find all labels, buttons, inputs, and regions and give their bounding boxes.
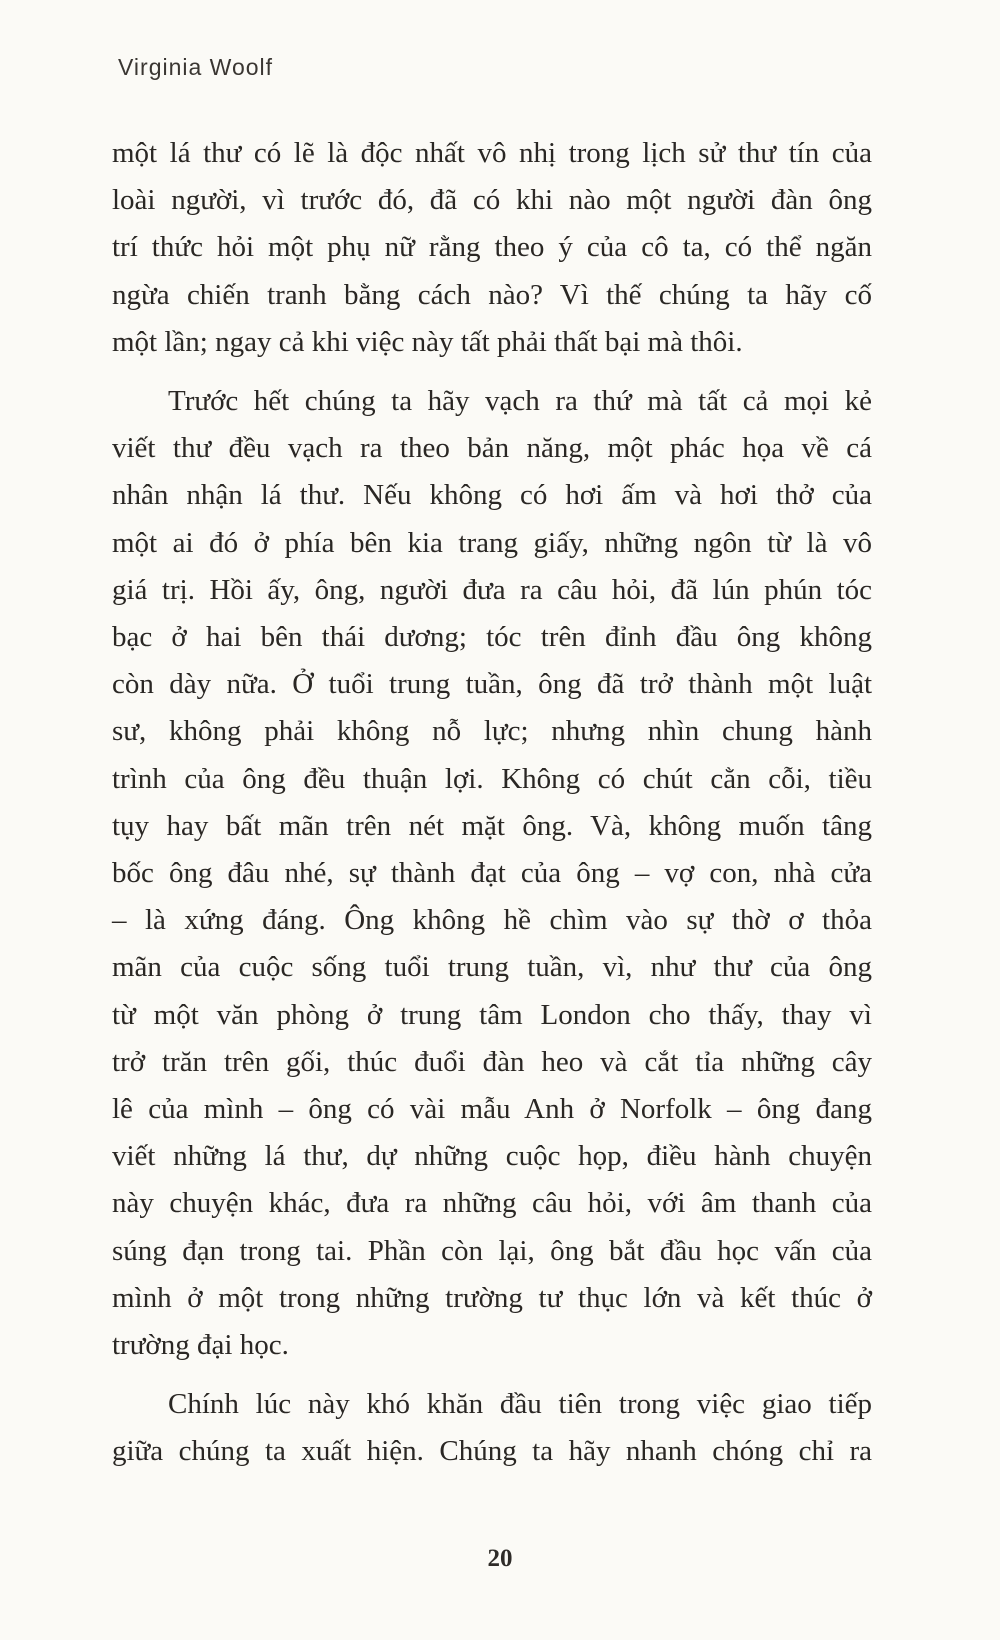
text-line: trình của ông đều thuận lợi. Không có chút cằn cỗi, tiều [112,762,872,795]
text-line: bốc ông đâu nhé, sự thành đạt của ông – vợ con, nhà cửa [112,857,872,890]
text-line: viết những lá thư, dự những cuộc họp, điều hành chuyện [112,1140,872,1173]
running-header: Virginia Woolf [118,54,274,80]
text-line: Trước hết chúng ta hãy vạch ra thứ mà tất cả mọi kẻ [168,385,872,418]
text-line: súng đạn trong tai. Phần còn lại, ông bắt đầu học vấn của [112,1234,872,1267]
text-line: trở trăn trên gối, thúc đuổi đàn heo và cắt tỉa những cây [112,1045,872,1078]
text-line: nhân nhận lá thư. Nếu không có hơi ấm và hơi thở của [112,479,872,512]
paragraph [112,1381,872,1475]
text-line: tụy hay bất mãn trên nét mặt ông. Và, không muốn tâng [112,809,872,842]
page-number: 20 [487,1545,513,1572]
text-line: Chính lúc này khó khăn đầu tiên trong việc giao tiếp [168,1388,872,1421]
text-line: bạc ở hai bên thái dương; tóc trên đỉnh đầu ông không [112,621,872,654]
text-line: lê của mình – ông có vài mẫu Anh ở Norfolk – ông đang [112,1093,872,1126]
paragraph [112,378,872,1369]
text-line: ngừa chiến tranh bằng cách nào? Vì thế chúng ta hãy cố [112,278,872,311]
text-line: còn dày nữa. Ở tuổi trung tuần, ông đã trở thành một luật [112,668,872,701]
paragraph [112,130,872,366]
text-line: một ai đó ở phía bên kia trang giấy, những ngôn từ là vô [112,526,872,559]
text-line: – là xứng đáng. Ông không hề chìm vào sự thờ ơ thỏa [112,904,872,937]
text-line: một lần; ngay cả khi việc này tất phải thất bại mà thôi. [112,325,743,358]
text-line: một lá thư có lẽ là độc nhất vô nhị trong lịch sử thư tín của [112,137,872,169]
text-line: giá trị. Hồi ấy, ông, người đưa ra câu hỏi, đã lún phún tóc [112,573,872,606]
text-line: sư, không phải không nỗ lực; nhưng nhìn chung hành [112,715,872,748]
body-text [112,130,872,1476]
text-line: viết thư đều vạch ra theo bản năng, một phác họa về cá [112,432,872,465]
text-line: trí thức hỏi một phụ nữ rằng theo ý của cô ta, có thể ngăn [112,231,872,264]
text-line: loài người, vì trước đó, đã có khi nào một người đàn ông [112,184,872,217]
text-line: mãn của cuộc sống tuổi trung tuần, vì, như thư của ông [112,951,872,984]
text-line: này chuyện khác, đưa ra những câu hỏi, với âm thanh của [112,1187,872,1220]
text-line: mình ở một trong những trường tư thục lớn và kết thúc ở [112,1281,872,1314]
text-line: trường đại học. [112,1329,289,1362]
text-line: giữa chúng ta xuất hiện. Chúng ta hãy nhanh chóng chỉ ra [112,1435,872,1468]
text-line: từ một văn phòng ở trung tâm London cho thấy, thay vì [112,998,872,1031]
